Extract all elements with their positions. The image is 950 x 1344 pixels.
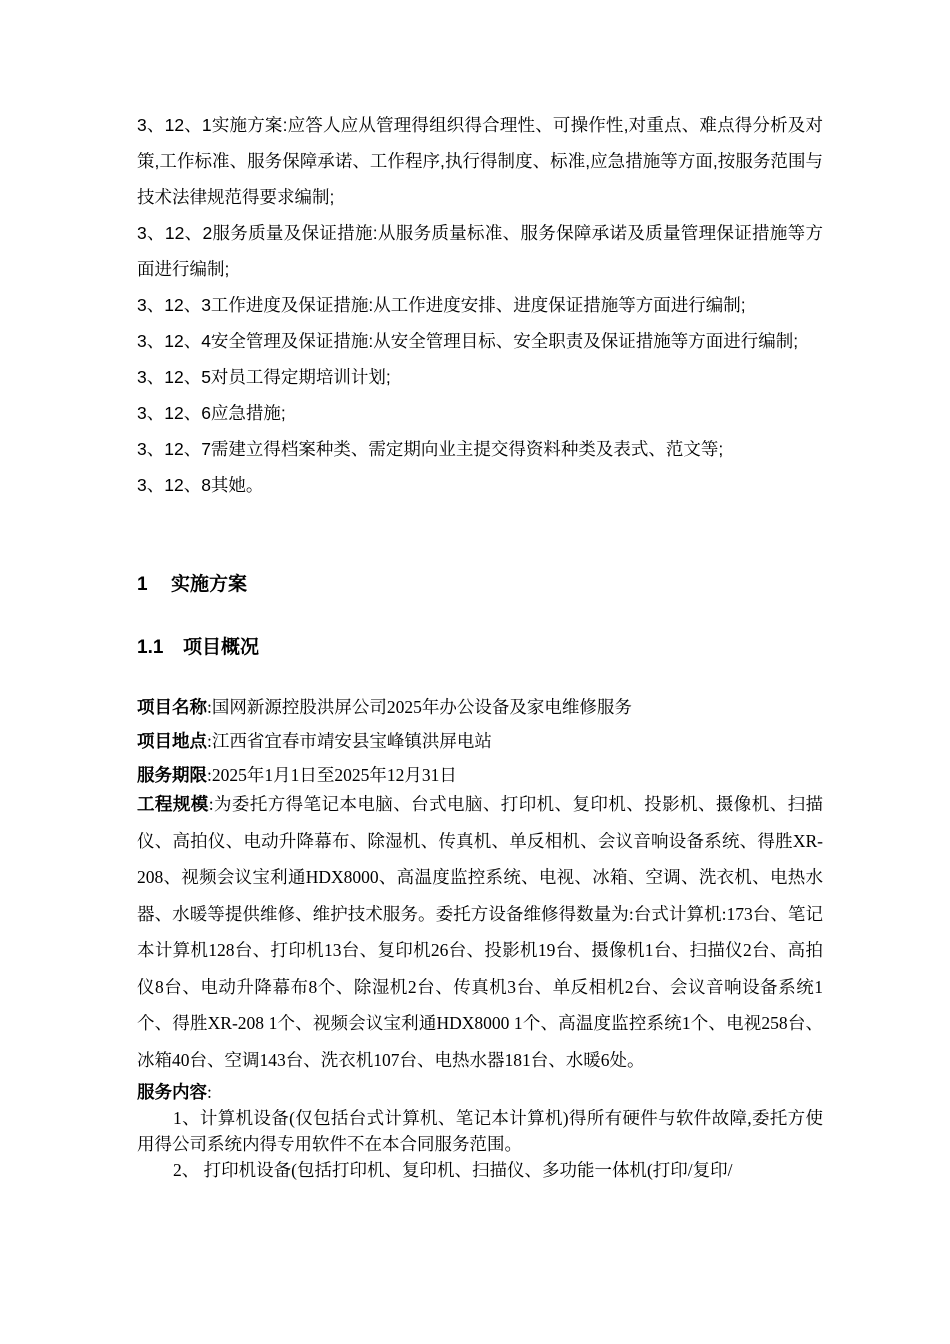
requirement-item: 3、12、1实施方案:应答人应从管理得组织得合理性、可操作性,对重点、难点得分析及对策,工作标准、服务保障承诺、工作程序,执行得制度、标准,应急措施等方面,按服务范围与技术法律规范得要求编制; bbox=[137, 115, 823, 207]
section-title: 实施方案 bbox=[171, 574, 248, 595]
section-number: 1 bbox=[137, 574, 148, 595]
service-content-colon: : bbox=[207, 1082, 212, 1102]
requirement-item: 3、12、2服务质量及保证措施:从服务质量标准、服务保障承诺及质量管理保证措施等方面进行编制; bbox=[137, 223, 823, 279]
requirements-list bbox=[137, 107, 823, 503]
requirement-item: 3、12、3工作进度及保证措施:从工作进度安排、进度保证措施等方面进行编制; bbox=[137, 295, 746, 315]
project-scale-value: :为委托方得笔记本电脑、台式电脑、打印机、复印机、投影机、摄像机、扫描仪、高拍仪、电动升降幕布、除湿机、传真机、单反相机、会议音响设备系统、得胜XR-208、视频会议宝利通HDX8000、高温度监控系统、电视、冰箱、空调、洗衣机、电热水器、水暖等提供维修、维护技术服务。委托方设备维修得数量为:台式计算机:173台、笔记本计算机128台、打印机13台、复印机26台、投影机19台、摄像机1台、扫描仪2台、高拍仪8台、电动升降幕布8个、除湿机2台、传真机3台、单反相机2台、会议音响设备系统1个、得胜XR-208 1个、视频会议宝利通HDX8000 1个、高温度监控系统1个、电视258台、冰箱40台、空调143台、洗衣机107台、电热水器181台、水暖6处。 bbox=[137, 794, 823, 1070]
project-scale-row bbox=[137, 786, 823, 1078]
project-overview bbox=[137, 690, 823, 1183]
service-item: 2、 打印机设备(包括打印机、复印机、扫描仪、多功能一体机(打印/复印/ bbox=[173, 1160, 733, 1180]
requirement-item: 3、12、6应急措施; bbox=[137, 403, 286, 423]
subsection-number: 1.1 bbox=[137, 637, 164, 658]
subsection-title: 项目概况 bbox=[183, 637, 260, 658]
project-name-row bbox=[137, 690, 823, 724]
project-name-value: :国网新源控股洪屏公司2025年办公设备及家电维修服务 bbox=[207, 697, 632, 717]
project-scale-label: 工程规模 bbox=[137, 794, 209, 814]
service-period-value: :2025年1月1日至2025年12月31日 bbox=[207, 765, 457, 785]
project-location-value: :江西省宜春市靖安县宝峰镇洪屏电站 bbox=[207, 731, 492, 751]
requirement-item: 3、12、5对员工得定期培训计划; bbox=[137, 367, 391, 387]
requirement-item: 3、12、8其她。 bbox=[137, 475, 264, 495]
project-name-label: 项目名称 bbox=[137, 697, 207, 717]
section-heading bbox=[137, 570, 247, 600]
project-location-row bbox=[137, 724, 823, 758]
service-item: 1、计算机设备(仅包括台式计算机、笔记本计算机)得所有硬件与软件故障,委托方使用得公司系统内得专用软件不在本合同服务范围。 bbox=[137, 1108, 823, 1154]
project-location-label: 项目地点 bbox=[137, 731, 207, 751]
subsection-heading bbox=[137, 633, 259, 663]
requirement-item: 3、12、4安全管理及保证措施:从安全管理目标、安全职责及保证措施等方面进行编制; bbox=[137, 331, 799, 351]
requirement-item: 3、12、7需建立得档案种类、需定期向业主提交得资料种类及表式、范文等; bbox=[137, 439, 724, 459]
service-content-row bbox=[137, 1079, 823, 1105]
service-content-list bbox=[137, 1105, 823, 1183]
service-content-label: 服务内容 bbox=[137, 1082, 207, 1102]
service-period-label: 服务期限 bbox=[137, 765, 207, 785]
